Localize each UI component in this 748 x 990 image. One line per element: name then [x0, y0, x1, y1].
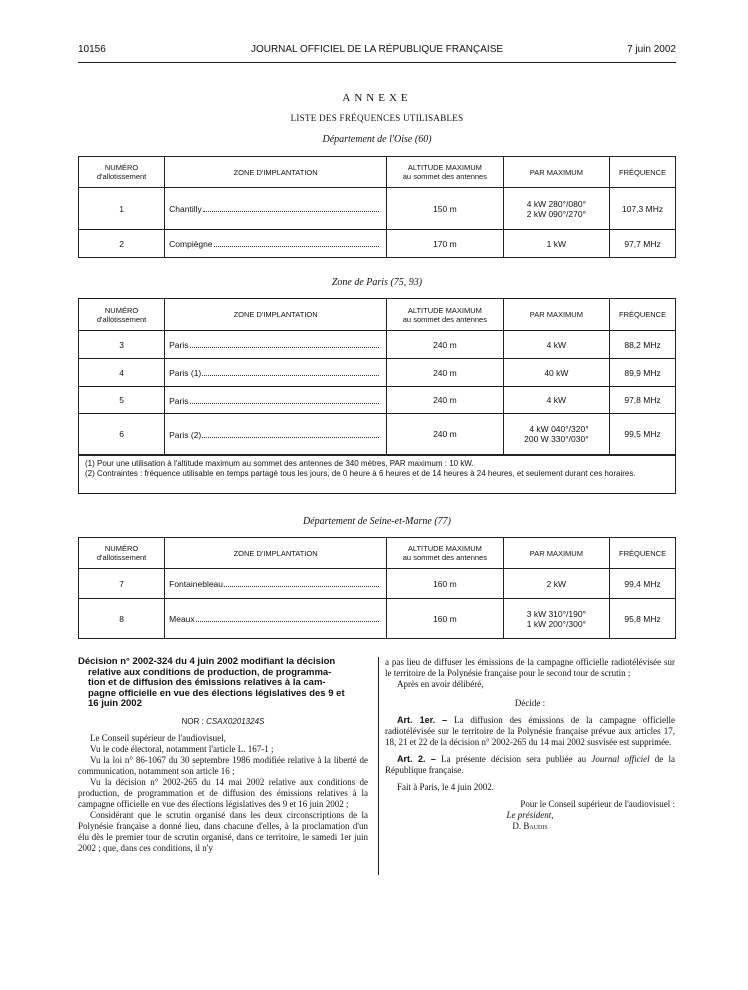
row-par: 4 kW [503, 331, 609, 359]
row-zone: Meaux [165, 599, 387, 639]
paragraph: Vu la décision n° 2002-265 du 14 mai 2002 relative aux conditions de production, de programmation et de diffusion des émissions relatives à la campagne officielle en vue des élections législatives des 9 et 16 juin 2002 ; [78, 776, 368, 809]
row-par: 4 kW [503, 387, 609, 414]
row-number: 3 [79, 331, 165, 359]
row-altitude: 150 m [387, 188, 504, 230]
col-altitude: ALTITUDE MAXIMUM au sommet des antennes [387, 157, 504, 188]
frequency-table-seine-et-marne [78, 537, 676, 639]
decide-heading: Décide : [514, 698, 546, 708]
col-zone: ZONE D'IMPLANTATION [165, 538, 387, 569]
row-zone: Paris [165, 331, 387, 359]
section-title-oise: Département de l'Oise (60) [322, 134, 432, 145]
liste-title: LISTE DES FRÉQUENCES UTILISABLES [290, 113, 464, 123]
row-altitude: 240 m [387, 387, 504, 414]
decision-left-column [78, 657, 368, 854]
row-par: 4 kW 040°/320° 200 W 330°/030° [503, 414, 609, 455]
row-number: 8 [79, 599, 165, 639]
col-zone: ZONE D'IMPLANTATION [165, 157, 387, 188]
article-2: Art. 2. – La présente décision sera publiée au Journal officiel de la République française. [385, 754, 675, 775]
table-header-row [79, 299, 676, 331]
row-par: 4 kW 280°/080° 2 kW 090°/270° [503, 188, 609, 230]
col-altitude: ALTITUDE MAXIMUM au sommet des antennes [387, 538, 504, 569]
row-par: 40 kW [503, 359, 609, 387]
row-frequence: 88,2 MHz [610, 331, 676, 359]
row-par: 2 kW [503, 569, 609, 599]
paragraph: a pas lieu de diffuser les émissions de la campagne officielle radiotélévisée sur le territoire de la Polynésie française pour le second tour de scrutin ; [385, 657, 675, 678]
row-zone: Paris [165, 387, 387, 414]
annexe-title: ANNEXE [342, 92, 412, 104]
page-header [78, 44, 676, 60]
col-altitude: ALTITUDE MAXIMUM au sommet des antennes [387, 299, 504, 331]
row-number: 5 [79, 387, 165, 414]
header-rule [78, 62, 676, 63]
frequency-table-paris [78, 298, 676, 455]
row-altitude: 240 m [387, 414, 504, 455]
signature-pour: Pour le Conseil supérieur de l'audiovisuel : [520, 799, 675, 809]
row-altitude: 170 m [387, 230, 504, 258]
col-zone: ZONE D'IMPLANTATION [165, 299, 387, 331]
col-numero: NUMÉRO d'allotissement [79, 299, 165, 331]
col-par: PAR MAXIMUM [503, 299, 609, 331]
note-1: (1) Pour une utilisation à l'altitude maximum au sommet des antennes de 340 mètres, PAR maximum : 10 kW. [85, 459, 474, 468]
fait-a-paris: Fait à Paris, le 4 juin 2002. [397, 782, 494, 792]
row-zone: Fontainebleau [165, 569, 387, 599]
row-par: 1 kW [503, 230, 609, 258]
table-notes [78, 455, 676, 494]
table-row [79, 331, 676, 359]
paragraph: Après en avoir délibéré, [397, 679, 484, 689]
article-1: Art. 1er. – La diffusion des émissions de la campagne officielle radiotélévisée sur le territoire de la Polynésie française prévue aux articles 17, 18, 21 et 22 de la décision n° 2002-265 du 14 mai 2002 susvisée est supprimée. [385, 715, 676, 747]
col-frequence: FRÉQUENCE [610, 538, 676, 569]
row-frequence: 95,8 MHz [610, 599, 676, 639]
col-numero: NUMÉRO d'allotissement [79, 538, 165, 569]
col-frequence: FRÉQUENCE [610, 299, 676, 331]
row-altitude: 240 m [387, 331, 504, 359]
row-frequence: 97,8 MHz [610, 387, 676, 414]
col-numero: NUMÉRO d'allotissement [79, 157, 165, 188]
decision-right-column [385, 657, 675, 832]
paragraph: Considérant que le scrutin organisé dans les deux circonscriptions de la Polynésie française a donné lieu, dans chacune d'elles, à la proclamation d'un élu dès le premier tour de scrutin organisé, dans ce territoire, le samedi 1er juin 2002 ; que, dans ces conditions, il n'y [78, 809, 368, 853]
paragraph: Vu la loi n° 86-1067 du 30 septembre 1986 modifiée relative à la liberté de communication, notamment son article 16 ; [78, 754, 368, 776]
table-header-row [79, 157, 676, 188]
col-par: PAR MAXIMUM [503, 157, 609, 188]
row-number: 1 [79, 188, 165, 230]
section-title-seine-et-marne: Département de Seine-et-Marne (77) [303, 516, 451, 527]
row-number: 2 [79, 230, 165, 258]
journal-title: JOURNAL OFFICIEL DE LA RÉPUBLIQUE FRANÇAISE [250, 44, 504, 55]
row-altitude: 160 m [387, 599, 504, 639]
signature-president: Le président, [506, 810, 554, 820]
section-title-paris: Zone de Paris (75, 93) [331, 277, 423, 288]
table-row [79, 387, 676, 414]
row-frequence: 107,3 MHz [610, 188, 676, 230]
row-frequence: 89,9 MHz [610, 359, 676, 387]
table-row [79, 230, 676, 258]
row-number: 6 [79, 414, 165, 455]
paragraph: Le Conseil supérieur de l'audiovisuel, [90, 732, 226, 743]
frequency-table-oise [78, 156, 676, 258]
table-row [79, 569, 676, 599]
row-number: 4 [79, 359, 165, 387]
row-frequence: 99,4 MHz [610, 569, 676, 599]
decision-title: Décision n° 2002-324 du 4 juin 2002 modifiant la décision relative aux conditions de production, de programma- tion et de diffusion des émissions relatives à la cam- pagne officielle en vue des élections législatives des 9 et 16 juin 2002 [78, 656, 345, 709]
row-frequence: 97,7 MHz [610, 230, 676, 258]
row-zone: Paris (1) [165, 359, 387, 387]
col-par: PAR MAXIMUM [503, 538, 609, 569]
row-number: 7 [79, 569, 165, 599]
table-row [79, 188, 676, 230]
table-header-row [79, 538, 676, 569]
column-divider [378, 657, 379, 875]
row-zone: Compiègne [165, 230, 387, 258]
row-frequence: 99,5 MHz [610, 414, 676, 455]
paragraph: Vu le code électoral, notamment l'article L. 167-1 ; [90, 743, 274, 754]
row-zone: Paris (2) [165, 414, 387, 455]
table-row [79, 414, 676, 455]
page-number: 10156 [78, 44, 106, 55]
row-altitude: 240 m [387, 359, 504, 387]
row-zone: Chantilly [165, 188, 387, 230]
row-par: 3 kW 310°/190° 1 kW 200°/300° [503, 599, 609, 639]
signature-name: D. Baudis [512, 821, 548, 831]
nor-reference: NOR : CSAX0201324S [181, 716, 265, 726]
row-altitude: 160 m [387, 569, 504, 599]
issue-date: 7 juin 2002 [627, 44, 676, 55]
table-row [79, 599, 676, 639]
note-2: (2) Contraintes : fréquence utilisable en temps partagé tous les jours, de 0 heure à 6 heures et de 14 heures à 24 heures, et seulement durant ces horaires. [85, 469, 636, 478]
table-row [79, 359, 676, 387]
col-frequence: FRÉQUENCE [610, 157, 676, 188]
